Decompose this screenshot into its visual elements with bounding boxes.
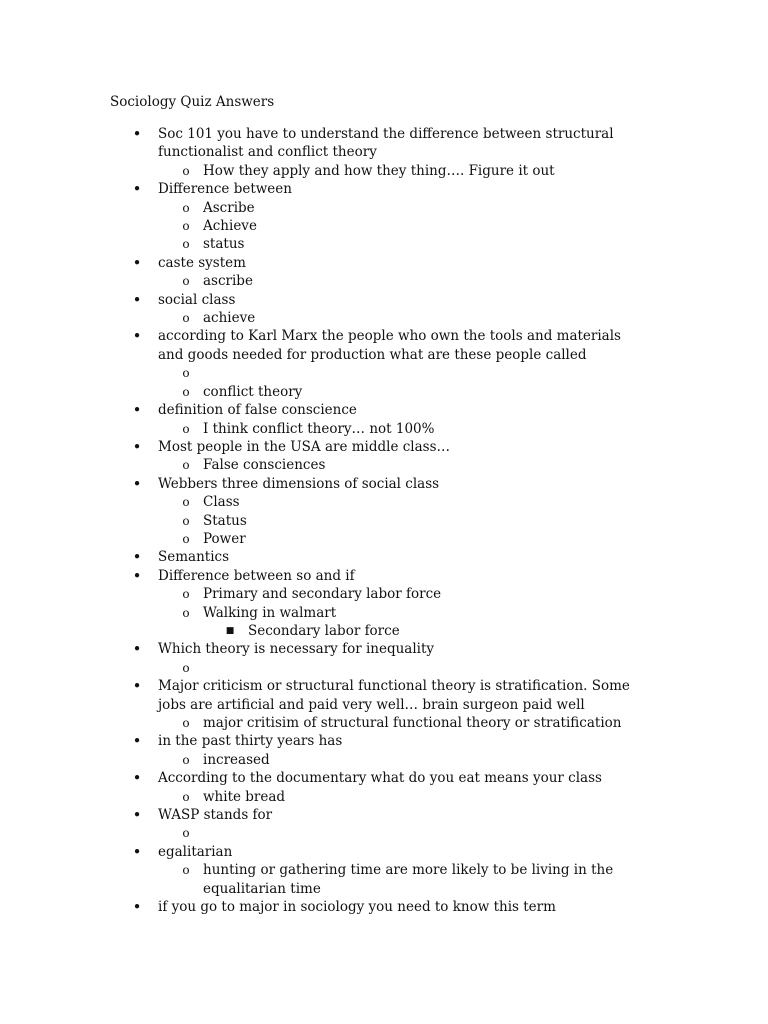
- bullet-marker-icon: o: [182, 531, 190, 546]
- list-item: [0, 824, 643, 842]
- list-item-text: WASP stands for: [158, 807, 273, 824]
- list-item: [0, 512, 643, 530]
- list-item: [0, 530, 643, 548]
- bullet-marker-icon: o: [182, 458, 190, 473]
- bullet-marker-icon: •: [132, 640, 142, 659]
- list-item-text: Status: [203, 512, 247, 529]
- bullet-marker-icon: o: [182, 219, 190, 234]
- list-item: [0, 291, 638, 309]
- bullet-marker-icon: o: [182, 513, 190, 528]
- list-item: [0, 769, 638, 787]
- list-item: [0, 732, 638, 750]
- bullet-marker-icon: •: [132, 253, 142, 272]
- list-item-text: social class: [158, 291, 236, 308]
- list-item-text: Difference between so and if: [158, 567, 355, 584]
- bullet-marker-icon: •: [132, 474, 142, 493]
- bullet-marker-icon: •: [132, 290, 142, 309]
- bullet-marker-icon: o: [182, 311, 190, 326]
- list-item-text: Achieve: [203, 218, 257, 235]
- bullet-marker-icon: •: [132, 806, 142, 825]
- list-item: [0, 180, 638, 198]
- document-title: Sociology Quiz Answers: [110, 94, 275, 110]
- list-item: [0, 861, 643, 898]
- bullet-list: [0, 125, 768, 916]
- list-item: [0, 475, 638, 493]
- bullet-marker-icon: o: [182, 660, 190, 675]
- list-item-text: Major criticism or structural functional theory is stratification. Some jobs are artificial and paid very well… brain surgeon paid well: [158, 678, 630, 713]
- list-item-text: Class: [203, 494, 240, 511]
- bullet-marker-icon: o: [182, 863, 190, 878]
- list-item-text: How they apply and how they thing…. Figure it out: [203, 162, 555, 179]
- bullet-marker-icon: o: [182, 366, 190, 381]
- list-item-text: definition of false conscience: [158, 402, 357, 419]
- bullet-marker-icon: •: [132, 898, 142, 917]
- list-item: [0, 806, 638, 824]
- bullet-marker-icon: •: [132, 732, 142, 751]
- list-item-text: Semantics: [158, 549, 230, 566]
- list-item-text: Webbers three dimensions of social class: [158, 475, 440, 492]
- list-item-text: According to the documentary what do you eat means your class: [158, 770, 602, 787]
- bullet-marker-icon: o: [182, 274, 190, 289]
- list-item-text: Ascribe: [203, 199, 255, 216]
- list-item-text: white bread: [203, 788, 286, 805]
- list-item: [0, 383, 643, 401]
- bullet-marker-icon: •: [132, 401, 142, 420]
- list-item-text: Primary and secondary labor force: [203, 586, 442, 603]
- list-item: [0, 401, 638, 419]
- list-item-text: False consciences: [203, 457, 326, 474]
- list-item-text: [203, 824, 643, 842]
- list-item-text: Which theory is necessary for inequality: [158, 641, 435, 658]
- list-item: [0, 843, 638, 861]
- list-item-text: Most people in the USA are middle class…: [158, 438, 451, 455]
- list-item-text: in the past thirty years has: [158, 733, 343, 750]
- list-item: [0, 364, 643, 382]
- list-item: [0, 751, 643, 769]
- list-item: [0, 272, 643, 290]
- list-item-text: Walking in walmart: [203, 604, 337, 621]
- list-item-text: major critisim of structural functional theory or stratification: [203, 715, 622, 731]
- list-item: [0, 604, 643, 622]
- list-item: [0, 327, 638, 364]
- list-item-text: if you go to major in sociology you need to know this term: [158, 899, 556, 916]
- list-item: [0, 548, 638, 566]
- list-item: [0, 254, 638, 272]
- list-item-text: Secondary labor force: [248, 622, 400, 639]
- list-item-text: ascribe: [203, 273, 253, 290]
- list-item: [0, 640, 638, 658]
- bullet-marker-icon: ■: [225, 625, 235, 636]
- list-item: [0, 199, 643, 217]
- bullet-marker-icon: o: [182, 237, 190, 252]
- list-item-text: egalitarian: [158, 843, 233, 860]
- list-item: [0, 456, 643, 474]
- list-item: [0, 898, 638, 916]
- list-item: [0, 585, 643, 603]
- list-item-text: hunting or gathering time are more likely to be living in the equalitarian time: [203, 862, 614, 897]
- list-item-text: status: [203, 236, 245, 253]
- list-item-text: Soc 101 you have to understand the difference between structural functionalist and conflict theory: [158, 126, 614, 161]
- list-item-text: according to Karl Marx the people who own the tools and materials and goods needed for production what are these people called: [158, 328, 621, 363]
- list-item-text: [203, 364, 643, 382]
- list-item-text: I think conflict theory… not 100%: [203, 420, 435, 437]
- bullet-marker-icon: •: [132, 180, 142, 199]
- list-item: [0, 659, 643, 677]
- bullet-marker-icon: •: [132, 437, 142, 456]
- list-item-text: conflict theory: [203, 383, 303, 400]
- bullet-marker-icon: •: [132, 327, 142, 346]
- bullet-marker-icon: o: [182, 826, 190, 841]
- bullet-marker-icon: o: [182, 200, 190, 215]
- list-item-text: achieve: [203, 310, 256, 327]
- list-item: [0, 714, 643, 732]
- bullet-marker-icon: o: [182, 384, 190, 399]
- bullet-marker-icon: o: [182, 716, 190, 730]
- list-item-text: increased: [203, 751, 270, 768]
- list-item-text: Difference between: [158, 181, 292, 198]
- list-item-text: Power: [203, 530, 246, 547]
- bullet-marker-icon: •: [132, 769, 142, 788]
- list-item: [0, 162, 643, 180]
- bullet-marker-icon: o: [182, 587, 190, 602]
- list-item: [0, 788, 643, 806]
- bullet-marker-icon: •: [132, 125, 142, 143]
- bullet-marker-icon: o: [182, 495, 190, 510]
- list-item: [0, 217, 643, 235]
- bullet-marker-icon: o: [182, 752, 190, 767]
- list-item: [0, 567, 638, 585]
- list-item: [0, 677, 638, 714]
- list-item-text: caste system: [158, 254, 246, 271]
- list-item: [0, 622, 648, 640]
- list-item: [0, 420, 643, 438]
- bullet-marker-icon: o: [182, 163, 190, 178]
- bullet-marker-icon: o: [182, 421, 190, 436]
- bullet-marker-icon: •: [132, 548, 142, 567]
- bullet-marker-icon: •: [132, 842, 142, 861]
- list-item: [0, 125, 638, 162]
- list-item: [0, 438, 638, 456]
- list-item: [0, 235, 643, 253]
- bullet-marker-icon: o: [182, 789, 190, 804]
- list-item: [0, 309, 643, 327]
- list-item: [0, 493, 643, 511]
- bullet-marker-icon: o: [182, 605, 190, 620]
- bullet-marker-icon: •: [132, 677, 142, 696]
- list-item-text: [203, 659, 643, 677]
- bullet-marker-icon: •: [132, 566, 142, 585]
